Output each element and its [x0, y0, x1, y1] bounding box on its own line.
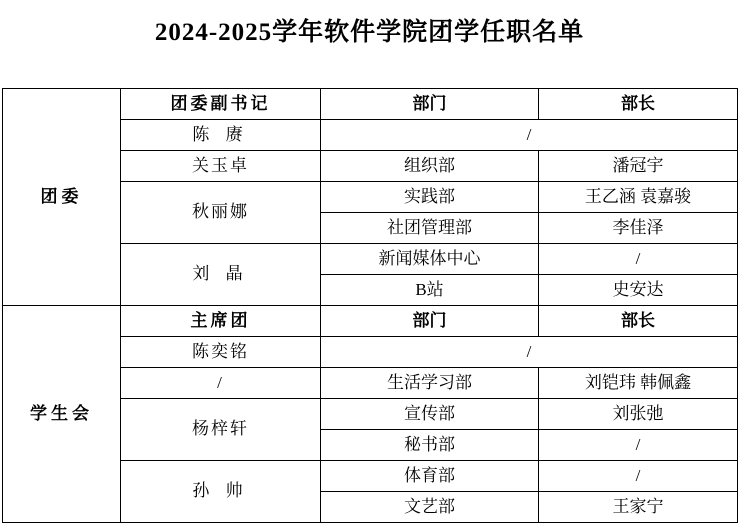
minister-name: 王乙涵 袁嘉骏: [539, 182, 738, 213]
minister-name: 李佳泽: [539, 213, 738, 244]
merged-value: /: [321, 337, 738, 368]
table-row: [3, 306, 738, 337]
department-name: 社团管理部: [321, 213, 539, 244]
department-name: 实践部: [321, 182, 539, 213]
person-name: 孙 帅: [121, 461, 321, 523]
department-name: 文艺部: [321, 492, 539, 523]
column-header-minister: 部长: [539, 306, 738, 337]
person-name: 秋丽娜: [121, 182, 321, 244]
spacer-cell: [539, 62, 738, 89]
department-name: 体育部: [321, 461, 539, 492]
department-name: 组织部: [321, 151, 539, 182]
minister-name: /: [539, 244, 738, 275]
minister-name: 刘铠玮 韩佩鑫: [539, 368, 738, 399]
roster-table: [2, 62, 738, 523]
column-header-minister: 部长: [539, 89, 738, 120]
person-name: 关玉卓: [121, 151, 321, 182]
minister-name: 王家宁: [539, 492, 738, 523]
column-header-deputy-secretary: 团委副书记: [121, 89, 321, 120]
department-name: 秘书部: [321, 430, 539, 461]
department-name: 新闻媒体中心: [321, 244, 539, 275]
column-header-department: 部门: [321, 89, 539, 120]
person-name: 刘 晶: [121, 244, 321, 306]
merged-value: /: [321, 120, 738, 151]
group-label-student-union: 学生会: [3, 306, 121, 523]
person-name: 陈奕铭: [121, 337, 321, 368]
person-name: 陈 赓: [121, 120, 321, 151]
person-name: /: [121, 368, 321, 399]
person-name: 杨梓轩: [121, 399, 321, 461]
group-label-tuanwei: 团委: [3, 89, 121, 306]
spacer-cell: [321, 62, 539, 89]
minister-name: 刘张弛: [539, 399, 738, 430]
minister-name: 史安达: [539, 275, 738, 306]
spacer-cell: [121, 62, 321, 89]
table-spacer-row: [3, 62, 738, 89]
table-row: [3, 89, 738, 120]
minister-name: 潘冠宇: [539, 151, 738, 182]
department-name: 生活学习部: [321, 368, 539, 399]
column-header-department: 部门: [321, 306, 539, 337]
column-header-presidium: 主席团: [121, 306, 321, 337]
department-name: 宣传部: [321, 399, 539, 430]
department-name: B站: [321, 275, 539, 306]
minister-name: /: [539, 461, 738, 492]
spacer-cell: [3, 62, 121, 89]
minister-name: /: [539, 430, 738, 461]
page-title: 2024-2025学年软件学院团学任职名单: [154, 19, 585, 46]
